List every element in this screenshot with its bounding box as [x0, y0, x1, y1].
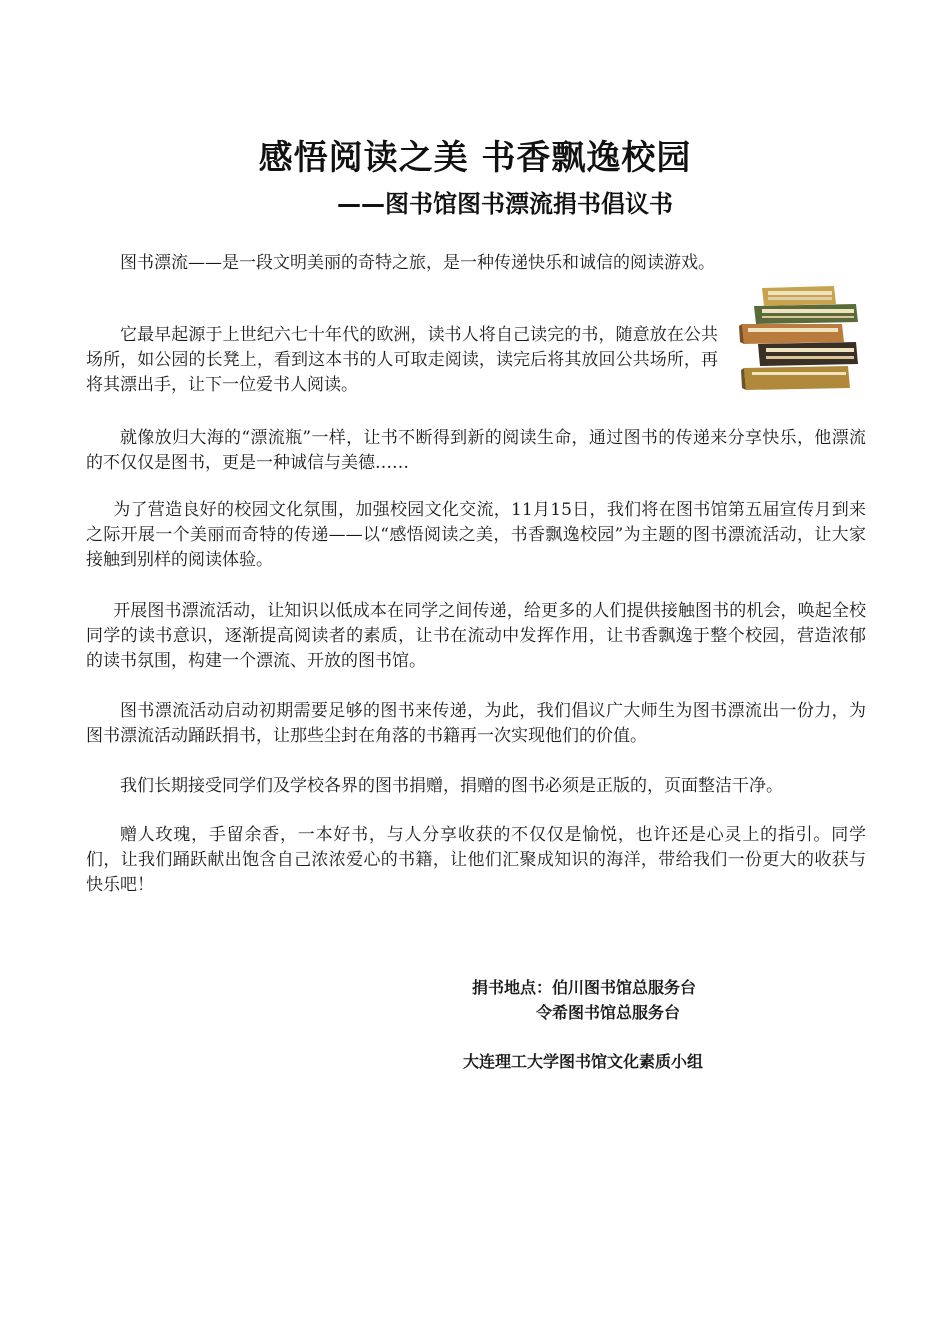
donation-location-line-1: 捐书地点：伯川图书馆总服务台 — [472, 978, 697, 997]
paragraph-4: 为了营造良好的校园文化氛围，加强校园文化交流，11月15日，我们将在图书馆第五届宣传月到来之际开展一个美丽而奇特的传递——以“感悟阅读之美，书香飘逸校园”为主题的图书漂流活动，让大家接触到别样的阅读体验。 — [86, 500, 866, 570]
paragraph-7: 我们长期接受同学们及学校各界的图书捐赠，捐赠的图书必须是正版的，页面整洁干净。 — [120, 776, 783, 796]
paragraph-8: 赠人玫瑰，手留余香，一本好书，与人分享收获的不仅仅是愉悦，也许还是心灵上的指引。同学们，让我们踊跃献出饱含自己浓浓爱心的书籍，让他们汇聚成知识的海洋，带给我们一份更大的收获与快乐吧！ — [86, 825, 866, 895]
paragraph-6: 图书漂流活动启动初期需要足够的图书来传递，为此，我们倡议广大师生为图书漂流出一份力，为图书漂流活动踊跃捐书，让那些尘封在角落的书籍再一次实现他们的价值。 — [86, 701, 866, 746]
paragraph-3: 就像放归大海的“漂流瓶”一样，让书不断得到新的阅读生命，通过图书的传递来分享快乐，他漂流的不仅仅是图书，更是一种诚信与美德…… — [86, 428, 866, 473]
paragraph-1: 图书漂流——是一段文明美丽的奇特之旅，是一种传递快乐和诚信的阅读游戏。 — [120, 253, 715, 273]
paragraph-2: 它最早起源于上世纪六七十年代的欧洲，读书人将自己读完的书，随意放在公共场所，如公园的长凳上，看到这本书的人可取走阅读，读完后将其放回公共场所，再将其漂出手，让下一位爱书人阅读。 — [86, 325, 718, 395]
paragraph-5: 开展图书漂流活动，让知识以低成本在同学之间传递，给更多的人们提供接触图书的机会，唤起全校同学的读书意识，逐渐提高阅读者的素质，让书在流动中发挥作用，让书香飘逸于整个校园，营造浓郁的读书氛围，构建一个漂流、开放的图书馆。 — [86, 601, 866, 671]
donation-location-line-2: 令希图书馆总服务台 — [536, 1003, 681, 1022]
book-stack-icon — [738, 284, 862, 394]
organizer-signature: 大连理工大学图书馆文化素质小组 — [463, 1052, 704, 1071]
document-subtitle: ——图书馆图书漂流捐书倡议书 — [337, 190, 673, 218]
document-title: 感悟阅读之美 书香飘逸校园 — [258, 138, 692, 178]
